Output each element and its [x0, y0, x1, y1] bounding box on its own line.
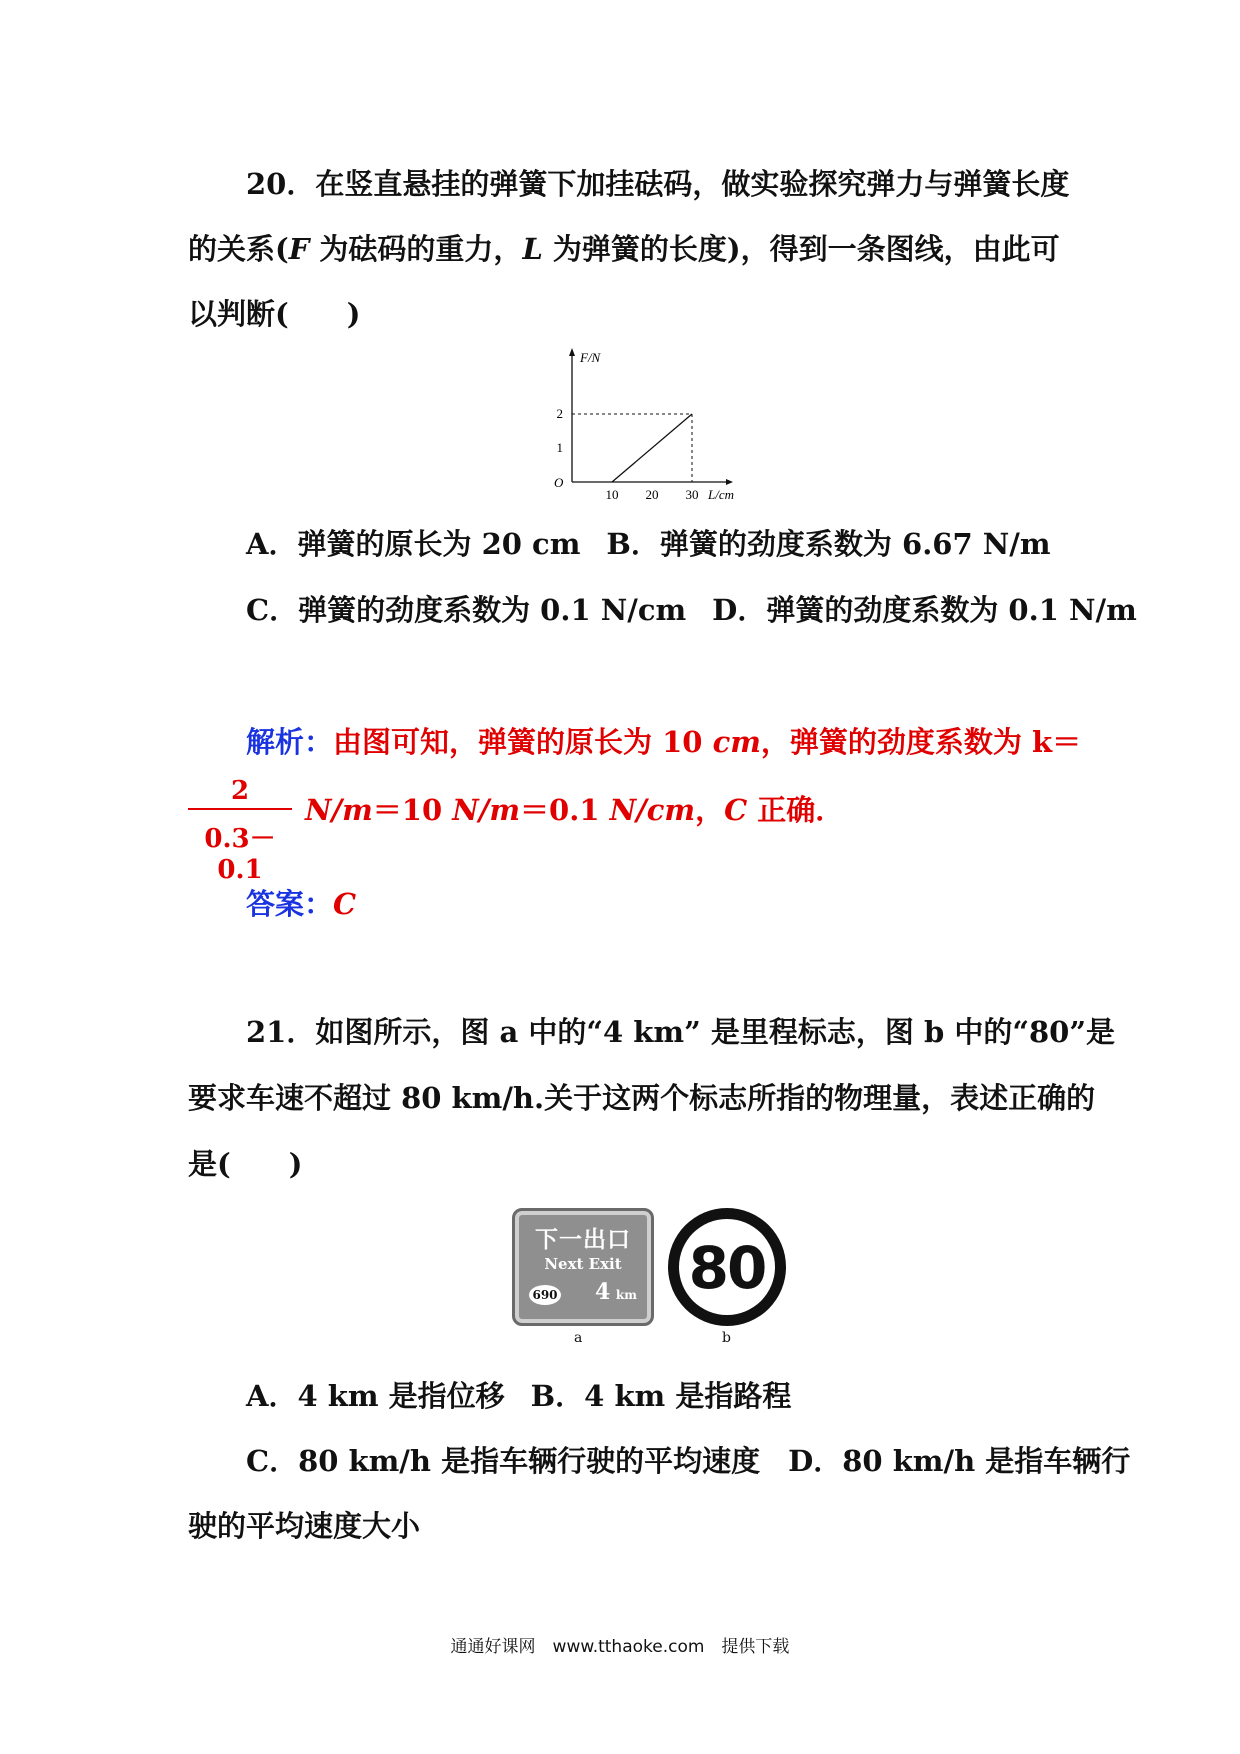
q20-options-cd: [246, 590, 1137, 630]
q21-option-d[interactable]: D．80 km/h 是指车辆行: [788, 1444, 1131, 1478]
exit-sign-a: [512, 1208, 654, 1326]
q21-line2: 要求车速不超过 80 km/h.关于这两个标志所指的物理量，表述正确的: [188, 1081, 1096, 1115]
x-axis-label: L/cm: [708, 487, 734, 502]
y-axis-arrow: [569, 348, 575, 356]
answer20: 答案：C: [246, 887, 357, 921]
fraction-bar: [188, 808, 292, 810]
q21-option-c[interactable]: C．80 km/h 是指车辆行驶的平均速度: [246, 1444, 761, 1478]
q20-option-d[interactable]: D．弹簧的劲度系数为 0.1 N/m: [712, 593, 1137, 627]
sign-a-caption: a: [574, 1330, 583, 1346]
q21-option-d-cont: 驶的平均速度大小: [188, 1509, 421, 1543]
x-axis-arrow: [726, 479, 733, 485]
q20-line3: 以判断( ): [188, 297, 361, 331]
speed-limit-sign-b: [668, 1208, 786, 1326]
q20-line2: 的关系(F 为砝码的重力，L 为弹簧的长度)，得到一条图线，由此可: [188, 232, 1060, 266]
road-number-badge: 690: [529, 1285, 561, 1305]
spring-force-chart: [540, 344, 770, 502]
exit-sign-subtitle: Next Exit: [544, 1255, 622, 1273]
series-line: [612, 414, 692, 482]
x-tick-label: 10: [605, 487, 619, 502]
q21-line1: 21．如图所示，图 a 中的“4 km” 是里程标志，图 b 中的“80”是: [246, 1015, 1116, 1049]
footer-credit: 通通好课网 www.tthaoke.com 提供下载: [450, 1637, 790, 1657]
solution-label: 解析：: [246, 725, 334, 759]
speed-limit-value: 80: [688, 1234, 766, 1302]
q21-option-a[interactable]: A．4 km 是指位移: [246, 1379, 505, 1413]
x-tick-label: 30: [685, 487, 699, 502]
exit-distance: 4 km: [595, 1279, 637, 1305]
fraction-denominator: 0.3－0.1: [204, 824, 276, 885]
q21-option-b[interactable]: B．4 km 是指路程: [530, 1379, 792, 1413]
y-axis-label: F/N: [580, 350, 601, 365]
q20-option-a[interactable]: A．弹簧的原长为 20 cm: [246, 527, 581, 561]
solution20-line2: N/m＝10 N/m＝0.1 N/cm，C 正确．: [305, 793, 845, 827]
x-tick-label: 20: [645, 487, 659, 502]
exit-sign-title: 下一出口: [535, 1227, 631, 1253]
q20-options-ab: [246, 524, 1051, 564]
q21-line3: 是( ): [188, 1147, 303, 1181]
y-tick-label: 1: [556, 440, 563, 455]
sign-b-caption: b: [722, 1330, 731, 1346]
q21-options-cd: [246, 1441, 1130, 1481]
q20-line1: 20．在竖直悬挂的弹簧下加挂砝码，做实验探究弹力与弹簧长度: [246, 167, 1070, 201]
y-tick-label: 2: [556, 406, 563, 421]
origin-label: O: [554, 475, 564, 490]
q20-option-c[interactable]: C．弹簧的劲度系数为 0.1 N/cm: [246, 593, 687, 627]
q20-option-b[interactable]: B．弹簧的劲度系数为 6.67 N/m: [606, 527, 1051, 561]
fraction-numerator: 2: [230, 776, 250, 806]
solution20-line1: 解析：由图可知，弹簧的原长为 10 cm，弹簧的劲度系数为 k＝: [246, 725, 1082, 759]
q21-options-ab: [246, 1376, 791, 1416]
